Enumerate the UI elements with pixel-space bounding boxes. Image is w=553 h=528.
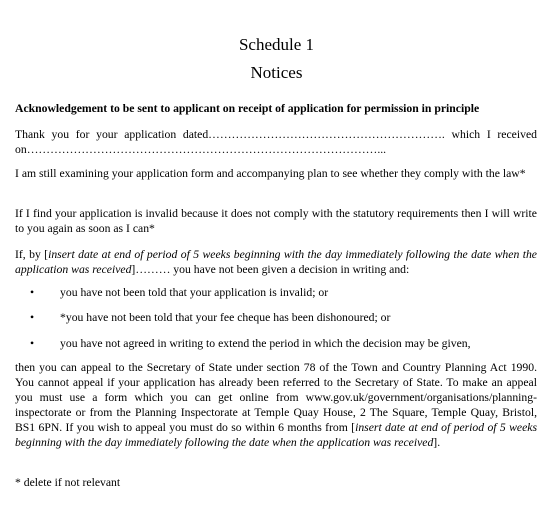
paragraph-still-examining: I am still examining your application form and accompanying plan to see whether they comply with the law*	[15, 167, 526, 180]
notices-title: Notices	[250, 63, 303, 82]
paragraph-decision-deadline	[15, 247, 537, 277]
bullet-dot: •	[30, 337, 35, 350]
p4-text-before: If, by [	[15, 248, 49, 261]
p5-italic-instruction: insert date at end of period of 5 weeks beginning with the day immediately following the date when the application was received	[15, 421, 537, 449]
list-item-text: you have not agreed in writing to extend the period in which the decision may be given,	[60, 337, 471, 350]
footnote: * delete if not relevant	[15, 476, 121, 489]
acknowledgement-heading: Acknowledgement to be sent to applicant on receipt of application for permission in principle	[15, 102, 480, 115]
list-item-text: you have not been told that your application is invalid; or	[60, 286, 329, 299]
p4-italic-instruction: insert date at end of period of 5 weeks beginning with the day immediately following the date when the application was received	[15, 248, 537, 276]
list-item-text: *you have not been told that your fee cheque has been dishonoured; or	[60, 311, 391, 324]
p5-text-after: ].	[433, 436, 441, 449]
paragraph-invalid-application: If I find your application is invalid because it does not comply with the statutory requirements then I will write to you again as soon as I can*	[15, 207, 537, 235]
paragraph-appeal-rights	[15, 360, 537, 450]
p5-text-before: then you can appeal to the Secretary of State under section 78 of the Town and Country Planning Act 1990. You cannot appeal if your application has already been referred to the Secretary of State. To make an appeal you must use a form which you can get online from www.gov.uk/government/organisations/planning-inspectorate or from the Planning Inspectorate at Temple Quay House, 2 The Square, Temple Quay, Bristol, BS1 6PN. If you wish to appeal you must do so within 6 months from [	[15, 361, 537, 434]
bullet-dot: •	[30, 286, 35, 299]
p4-text-after: ]……… you have not been given a decision in writing and:	[131, 263, 410, 276]
bullet-dot: •	[30, 311, 35, 324]
paragraph-application-dated: Thank you for your application dated……………………………………………………. which I received on………………………………………………………………………………...	[15, 128, 537, 156]
schedule-title: Schedule 1	[238, 35, 315, 54]
